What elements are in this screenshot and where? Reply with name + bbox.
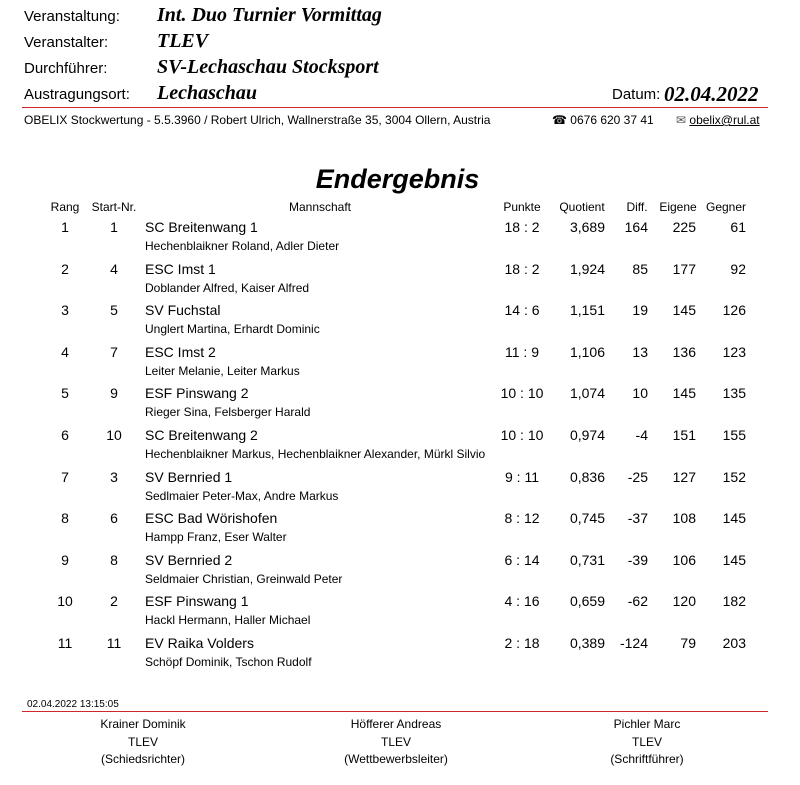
start-number-cell: 1 bbox=[110, 219, 118, 235]
team-name: SC Breitenwang 2 bbox=[145, 427, 258, 443]
diff-cell: 85 bbox=[632, 260, 648, 277]
table-row bbox=[0, 261, 800, 303]
own-score-cell: 106 bbox=[672, 551, 696, 568]
diff-cell: -25 bbox=[627, 468, 648, 485]
team-name: ESC Imst 1 bbox=[145, 260, 216, 277]
rank-cell: 6 bbox=[61, 427, 69, 443]
table-row bbox=[0, 469, 800, 511]
opponent-score-cell: 61 bbox=[730, 219, 746, 235]
own-score-cell: 79 bbox=[680, 635, 696, 651]
header-rule bbox=[22, 107, 768, 108]
quotient-cell: 0,659 bbox=[569, 593, 605, 610]
table-row bbox=[0, 344, 800, 386]
header-value-executor: SV-Lechaschau Stocksport bbox=[157, 56, 379, 78]
diff-cell: -124 bbox=[619, 635, 648, 651]
rank-cell: 9 bbox=[61, 551, 69, 568]
team-players: Leiter Melanie, Leiter Markus bbox=[145, 363, 300, 378]
team-players: Hechenblaikner Markus, Hechenblaikner Alexander, Mürkl Silvio bbox=[145, 447, 486, 461]
header-value-event: Int. Duo Turnier Vormittag bbox=[157, 4, 382, 26]
rank-cell: 1 bbox=[61, 219, 69, 235]
rank-cell: 11 bbox=[57, 635, 73, 651]
opponent-score-cell: 145 bbox=[722, 510, 746, 527]
table-row bbox=[0, 219, 800, 261]
envelope-icon: ✉ bbox=[676, 113, 687, 127]
start-number-cell: 5 bbox=[110, 302, 118, 319]
signature-secretary bbox=[527, 716, 767, 769]
team-name: ESC Imst 2 bbox=[145, 343, 216, 360]
opponent-score-cell: 203 bbox=[722, 635, 746, 651]
software-info: OBELIX Stockwertung - 5.5.3960 / Robert Ulrich, Wallnerstraße 35, 3004 Ollern, Austria bbox=[24, 113, 491, 127]
points-cell: 9 : 11 bbox=[505, 468, 539, 485]
table-row bbox=[0, 510, 800, 552]
quotient-cell: 0,974 bbox=[569, 427, 605, 443]
opponent-score-cell: 182 bbox=[722, 593, 746, 610]
team-players: Rieger Sina, Felsberger Harald bbox=[145, 405, 311, 420]
own-score-cell: 136 bbox=[672, 343, 696, 360]
quotient-cell: 1,106 bbox=[569, 343, 605, 360]
rank-cell: 4 bbox=[61, 343, 69, 360]
start-number-cell: 3 bbox=[110, 468, 118, 485]
team-name: ESC Bad Wörishofen bbox=[145, 510, 278, 527]
header-value-organizer: TLEV bbox=[157, 30, 209, 52]
points-cell: 6 : 14 bbox=[504, 551, 540, 568]
start-number-cell: 2 bbox=[110, 593, 118, 610]
opponent-score-cell: 152 bbox=[722, 468, 746, 485]
signature-name: Höfferer Andreas bbox=[350, 717, 442, 731]
footer-rule bbox=[22, 711, 768, 712]
start-number-cell: 11 bbox=[106, 635, 122, 651]
diff-cell: 19 bbox=[632, 302, 648, 319]
col-header-own: Eigene bbox=[659, 200, 697, 214]
points-cell: 18 : 2 bbox=[504, 260, 540, 277]
signature-referee bbox=[23, 716, 263, 769]
table-row bbox=[0, 427, 800, 469]
opponent-score-cell: 92 bbox=[730, 260, 746, 277]
team-name: SC Breitenwang 1 bbox=[145, 219, 258, 235]
header-label-executor: Durchführer: bbox=[24, 60, 108, 77]
points-cell: 10 : 10 bbox=[500, 427, 544, 443]
start-number-cell: 10 bbox=[106, 427, 122, 443]
signature-org: TLEV bbox=[127, 734, 158, 749]
rank-cell: 7 bbox=[61, 468, 69, 485]
team-players: Hampp Franz, Eser Walter bbox=[145, 530, 287, 545]
col-header-start: Start-Nr. bbox=[91, 200, 137, 214]
quotient-cell: 0,836 bbox=[569, 468, 605, 485]
points-cell: 8 : 12 bbox=[504, 510, 540, 527]
quotient-cell: 0,389 bbox=[569, 635, 605, 651]
team-players: Sedlmaier Peter-Max, Andre Markus bbox=[145, 488, 339, 503]
table-row bbox=[0, 552, 800, 594]
points-cell: 2 : 18 bbox=[504, 635, 540, 651]
header-label-event: Veranstaltung: bbox=[24, 8, 120, 25]
own-score-cell: 151 bbox=[672, 427, 696, 443]
page-title: Endergebnis bbox=[315, 164, 480, 194]
team-name: EV Raika Volders bbox=[145, 635, 254, 651]
rank-cell: 2 bbox=[61, 260, 69, 277]
own-score-cell: 127 bbox=[672, 468, 696, 485]
quotient-cell: 1,924 bbox=[569, 260, 605, 277]
start-number-cell: 4 bbox=[110, 260, 118, 277]
col-header-diff: Diff. bbox=[626, 200, 648, 214]
opponent-score-cell: 135 bbox=[722, 385, 746, 402]
signature-role: (Wettbewerbsleiter) bbox=[344, 752, 448, 766]
signature-role: (Schriftführer) bbox=[610, 752, 684, 766]
points-cell: 11 : 9 bbox=[505, 343, 539, 360]
table-row bbox=[0, 385, 800, 427]
team-name: SV Bernried 2 bbox=[145, 551, 233, 568]
own-score-cell: 108 bbox=[672, 510, 696, 527]
table-row bbox=[0, 302, 800, 344]
signature-role: (Schiedsrichter) bbox=[100, 752, 186, 766]
signature-org: TLEV bbox=[380, 734, 411, 749]
quotient-cell: 3,689 bbox=[569, 219, 605, 235]
team-name: SV Bernried 1 bbox=[145, 468, 233, 485]
team-name: ESF Pinswang 2 bbox=[145, 385, 249, 402]
opponent-score-cell: 123 bbox=[722, 343, 746, 360]
opponent-score-cell: 145 bbox=[722, 551, 746, 568]
team-players: Doblander Alfred, Kaiser Alfred bbox=[145, 280, 310, 295]
opponent-score-cell: 155 bbox=[722, 427, 746, 443]
table-row bbox=[0, 635, 800, 677]
email-info bbox=[676, 113, 760, 127]
team-players: Schöpf Dominik, Tschon Rudolf bbox=[145, 655, 312, 669]
signature-name: Krainer Dominik bbox=[100, 717, 186, 731]
diff-cell: -4 bbox=[635, 427, 648, 443]
start-number-cell: 9 bbox=[110, 385, 118, 402]
col-header-opp: Gegner bbox=[705, 200, 747, 214]
table-row bbox=[0, 593, 800, 635]
phone-icon: ☎ bbox=[552, 113, 567, 127]
signature-name: Pichler Marc bbox=[613, 717, 681, 731]
quotient-cell: 0,731 bbox=[569, 551, 605, 568]
print-timestamp: 02.04.2022 13:15:05 bbox=[27, 699, 119, 710]
diff-cell: -62 bbox=[627, 593, 648, 610]
header-label-venue: Austragungsort: bbox=[24, 86, 130, 103]
col-header-quotient: Quotient bbox=[559, 200, 605, 214]
phone-info bbox=[552, 113, 654, 127]
own-score-cell: 145 bbox=[672, 385, 696, 402]
points-cell: 4 : 16 bbox=[504, 593, 540, 610]
diff-cell: 13 bbox=[632, 343, 648, 360]
col-header-team: Mannschaft bbox=[288, 200, 352, 214]
own-score-cell: 145 bbox=[672, 302, 696, 319]
rank-cell: 5 bbox=[61, 385, 69, 402]
opponent-score-cell: 126 bbox=[722, 302, 746, 319]
diff-cell: -39 bbox=[627, 551, 648, 568]
start-number-cell: 8 bbox=[110, 551, 118, 568]
col-header-points: Punkte bbox=[503, 200, 541, 214]
signature-org: TLEV bbox=[631, 734, 662, 749]
team-name: ESF Pinswang 1 bbox=[145, 593, 249, 610]
diff-cell: 164 bbox=[624, 219, 648, 235]
team-players: Unglert Martina, Erhardt Dominic bbox=[145, 322, 320, 337]
quotient-cell: 1,074 bbox=[569, 385, 605, 402]
team-players: Hechenblaikner Roland, Adler Dieter bbox=[145, 239, 340, 253]
points-cell: 18 : 2 bbox=[504, 219, 540, 235]
own-score-cell: 225 bbox=[672, 219, 696, 235]
rank-cell: 8 bbox=[61, 510, 69, 527]
diff-cell: 10 bbox=[632, 385, 648, 402]
own-score-cell: 177 bbox=[672, 260, 696, 277]
rank-cell: 3 bbox=[61, 302, 69, 319]
points-cell: 14 : 6 bbox=[504, 302, 540, 319]
points-cell: 10 : 10 bbox=[500, 385, 544, 402]
team-players: Seldmaier Christian, Greinwald Peter bbox=[145, 571, 343, 586]
col-header-rang: Rang bbox=[50, 200, 80, 214]
start-number-cell: 6 bbox=[110, 510, 118, 527]
header-label-organizer: Veranstalter: bbox=[24, 34, 109, 51]
rank-cell: 10 bbox=[57, 593, 73, 610]
own-score-cell: 120 bbox=[672, 593, 696, 610]
email-link[interactable]: obelix@rul.at bbox=[689, 113, 760, 127]
phone-number: 0676 620 37 41 bbox=[570, 113, 654, 127]
date-label: Datum: bbox=[612, 86, 661, 103]
start-number-cell: 7 bbox=[110, 343, 118, 360]
quotient-cell: 0,745 bbox=[569, 510, 605, 527]
quotient-cell: 1,151 bbox=[569, 302, 605, 319]
signature-competition-leader bbox=[276, 716, 516, 769]
header-value-venue: Lechaschau bbox=[157, 82, 257, 104]
diff-cell: -37 bbox=[627, 510, 648, 527]
date-value: 02.04.2022 bbox=[664, 82, 759, 106]
team-name: SV Fuchstal bbox=[145, 302, 221, 319]
team-players: Hackl Hermann, Haller Michael bbox=[145, 613, 311, 628]
